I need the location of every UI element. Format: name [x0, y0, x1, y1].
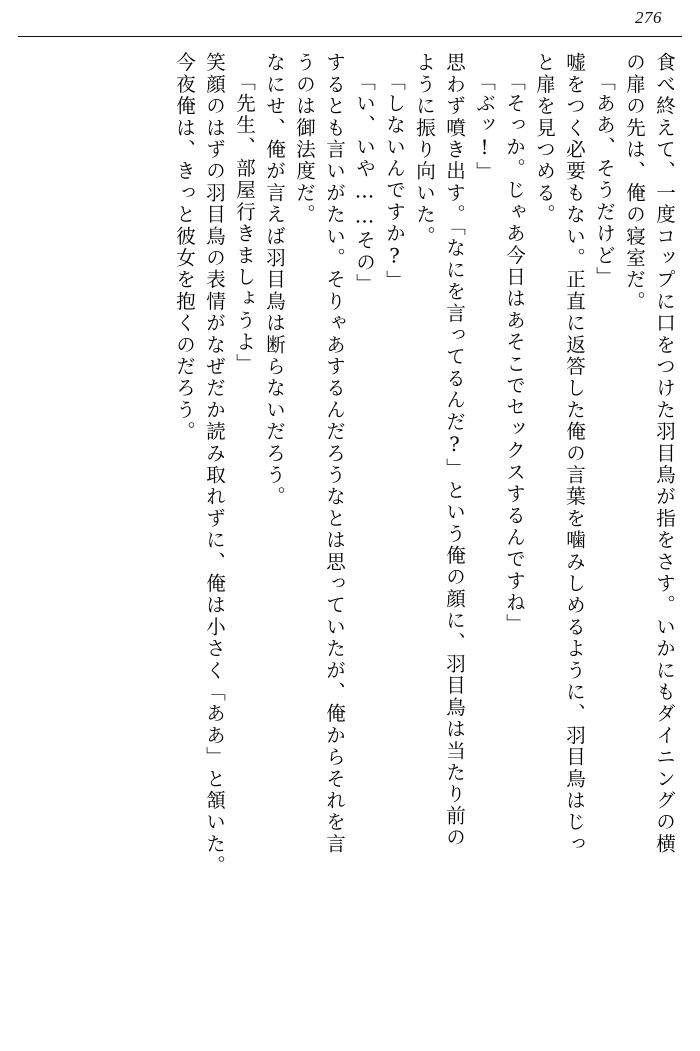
text-line: 思わず噴き出す。「なにを言ってるんだ?」という俺の顔に、羽目鳥は当たり前の [443, 52, 466, 849]
page-number: 276 [635, 8, 662, 27]
vertical-text-body [30, 52, 674, 1032]
text-line: と扉を見つめる。 [533, 52, 556, 226]
text-line: 笑顔のはずの羽目鳥の表情がなぜだか読み取れずに、俺は小さく「ああ」と頷いた。 [203, 52, 226, 877]
text-line: するとも言いがたい。そりゃあするんだろうなとは思っていたが、俺からそれを言 [323, 52, 346, 855]
text-line: ように振り向いた。 [413, 52, 436, 248]
text-line: うのは御法度だ。 [293, 52, 316, 226]
text-line: 食べ終えて、一度コップに口をつけた羽目鳥が指をさす。いかにもダイニングの横 [653, 52, 676, 855]
text-line: の扉の先は、俺の寝室だ。 [623, 52, 646, 313]
text-line: 「い、いや……その」 [353, 71, 376, 295]
text-line: 「先生、部屋行きましょうよ」 [233, 71, 256, 375]
header-divider [18, 36, 682, 37]
text-line: 「ぶッ!」 [473, 71, 496, 183]
text-line: なにせ、俺が言えば羽目鳥は断らないだろう。 [263, 52, 286, 508]
text-line: 今夜俺は、きっと彼女を抱くのだろう。 [173, 52, 196, 443]
text-line: 「ああ、そうだけど」 [593, 71, 616, 288]
text-line: 「そっか。じゃあ今日はあそこでセックスするんですね」 [503, 71, 526, 636]
text-line: 嘘をつく必要もない。正直に返答した俺の言葉を噛みしめるように、羽目鳥はじっ [563, 52, 586, 855]
text-line: 「しないんですか?」 [383, 71, 406, 292]
